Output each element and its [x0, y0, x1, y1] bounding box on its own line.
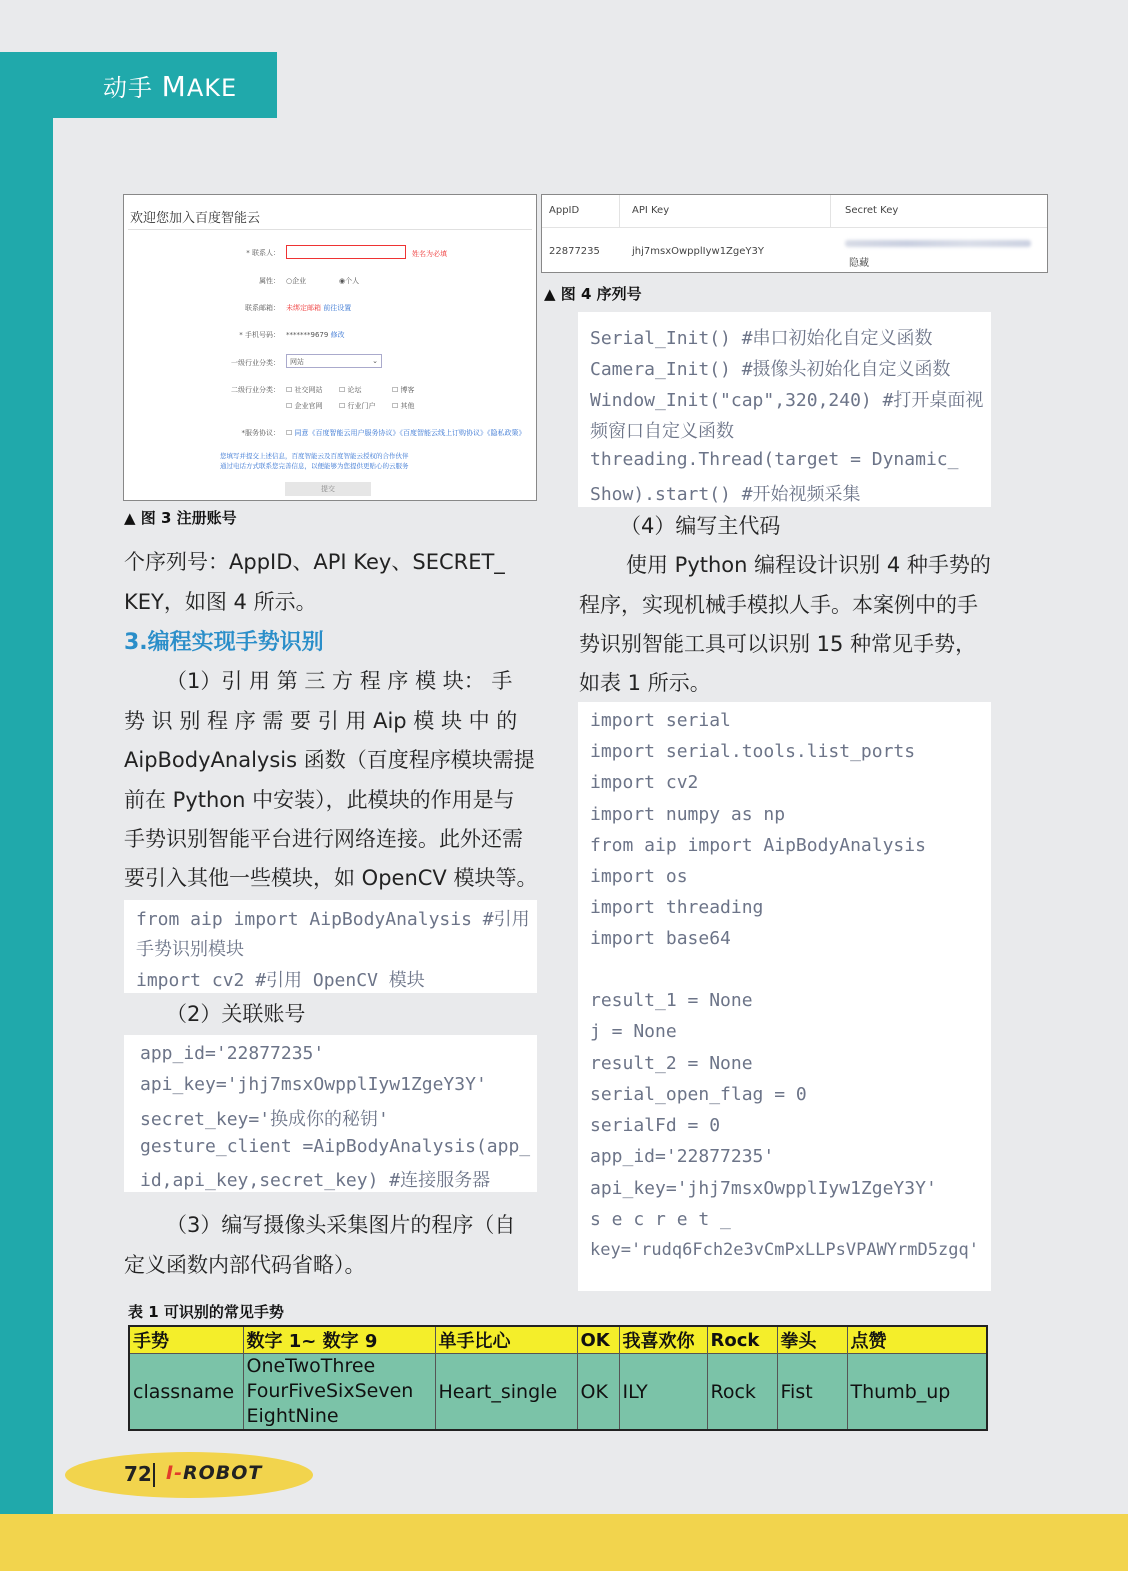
code-line: import serial.tools.list_ports: [590, 741, 916, 762]
code-line: Serial_Init() #串口初始化自定义函数: [590, 328, 933, 349]
figure-3-caption: ▲ 图 3 注册账号: [124, 509, 237, 527]
code-line: import base64: [590, 928, 731, 949]
table-header-cell: Rock: [707, 1326, 777, 1354]
table-cell: Heart_single: [435, 1354, 577, 1431]
code-line: import serial: [590, 710, 731, 731]
code-line: key='rudq6Fch2e3vCmPxLLPsVPAWYrmD5zgq': [590, 1240, 979, 1260]
table-header-cell: 单手比心: [435, 1326, 577, 1354]
digit-line: EightNine: [246, 1405, 339, 1427]
paragraph: 势识别智能工具可以识别 15 种常见手势，: [579, 632, 977, 656]
col-secret: Secret Key: [845, 205, 899, 216]
code-block-camera: [578, 312, 991, 507]
code-line: s e c r e t _: [590, 1209, 731, 1230]
industry2-opt[interactable]: ☐ 其他: [392, 402, 415, 410]
figure-4-caption: ▲ 图 4 序列号: [544, 285, 642, 303]
code-line: import os: [590, 866, 688, 887]
code-line: threading.Thread(target = Dynamic_: [590, 449, 959, 470]
col-divider: [830, 195, 831, 228]
paragraph: 要引入其他一些模块，如 OpenCV 模块等。: [124, 866, 538, 890]
industry2-label: 二级行业分类：: [231, 386, 280, 394]
table-cell: OK: [577, 1354, 619, 1431]
code-line: from aip import AipBodyAnalysis #引用: [136, 909, 530, 930]
table-header-row: [129, 1326, 987, 1354]
page-number: 72: [124, 1462, 152, 1486]
code-block-main: [578, 702, 991, 1291]
code-line: import cv2: [590, 772, 699, 793]
code-line: id,api_key,secret_key) #连接服务器: [140, 1170, 491, 1191]
code-line: from aip import AipBodyAnalysis: [590, 835, 926, 856]
code-line: Camera_Init() #摄像头初始化自定义函数: [590, 359, 951, 380]
paragraph: （3）编写摄像头采集图片的程序（自: [166, 1213, 516, 1237]
table-header-cell: 拳头: [777, 1326, 847, 1354]
table-header-cell: 点赞: [847, 1326, 987, 1354]
agreement-checkbox[interactable]: ☐ 同意《百度智能云用户服务协议》《百度智能云线上订购协议》《隐私政策》: [286, 429, 526, 437]
table-cell: classname: [129, 1354, 243, 1431]
table-row: [129, 1354, 987, 1431]
paragraph: 使用 Python 编程设计识别 4 种手势的: [626, 553, 991, 577]
code-line: j = None: [590, 1021, 677, 1042]
appid-value: 22877235: [549, 246, 600, 257]
table-header-cell: 数字 1~ 数字 9: [243, 1326, 435, 1354]
paragraph: 程序，实现机械手模拟人手。本案例中的手: [579, 593, 978, 617]
code-line: api_key='jhj7msxOwpplIyw1ZgeY3Y': [590, 1178, 937, 1199]
side-accent-bar: [0, 52, 53, 1571]
footer-divider: [153, 1463, 155, 1487]
table-caption: 表 1 可识别的常见手势: [128, 1303, 284, 1321]
paragraph: （1）引 用 第 三 方 程 序 模 块： 手: [166, 669, 513, 693]
table-cell: ILY: [619, 1354, 707, 1431]
industry2-opt[interactable]: ☐ 企业官网: [286, 402, 323, 410]
keys-header-row: [542, 195, 1047, 228]
paragraph: 如表 1 所示。: [579, 671, 711, 695]
figure-3-registration: [123, 194, 537, 501]
email-label: 联系邮箱：: [245, 304, 280, 312]
step-heading: （4）编写主代码: [620, 514, 781, 538]
code-line: import numpy as np: [590, 804, 786, 825]
form-note-1: 您填写并提交上述信息，百度智能云及百度智能云授权的合作伙伴: [220, 452, 409, 460]
code-line: api_key='jhj7msxOwpplIyw1ZgeY3Y': [140, 1074, 487, 1095]
code-line: import cv2 #引用 OpenCV 模块: [136, 970, 425, 991]
col-apikey: API Key: [632, 205, 670, 216]
header-title: 动手 MAKE: [103, 70, 238, 103]
phone-label: * 手机号码：: [239, 331, 280, 339]
paragraph: 手势识别智能平台进行网络连接。此外还需: [124, 827, 523, 851]
industry1-label: 一级行业分类：: [231, 359, 280, 367]
contact-label: * 联系人：: [246, 249, 280, 257]
form-title: 欢迎您加入百度智能云: [130, 211, 261, 226]
attr-radio-personal[interactable]: ◉个人: [339, 277, 360, 285]
code-block-import: [124, 900, 537, 993]
paragraph: 势 识 别 程 序 需 要 引 用 Aip 模 块 中 的: [124, 709, 518, 733]
industry1-select[interactable]: 网站 ⌄: [286, 354, 382, 368]
table-cell: [243, 1354, 435, 1431]
col-divider: [619, 195, 620, 228]
code-line: 频窗口自定义函数: [590, 421, 734, 442]
col-appid: AppID: [549, 205, 580, 216]
industry2-opt[interactable]: ☐ 社交网站: [286, 386, 323, 394]
code-line: import threading: [590, 897, 764, 918]
code-line: Window_Init("cap",320,240) #打开桌面视: [590, 390, 984, 411]
table-cell: Thumb_up: [847, 1354, 987, 1431]
attr-radio-company[interactable]: ○企业: [286, 277, 307, 285]
industry2-opt[interactable]: ☐ 论坛: [339, 386, 362, 394]
table-header-cell: 手势: [129, 1326, 243, 1354]
figure-4-keys: [541, 194, 1048, 273]
paragraph: KEY，如图 4 所示。: [124, 590, 317, 614]
code-line: Show).start() #开始视频采集: [590, 484, 861, 505]
table-cell: Rock: [707, 1354, 777, 1431]
gesture-table: [128, 1325, 988, 1431]
industry2-opt[interactable]: ☐ 博客: [392, 386, 415, 394]
code-line: serial_open_flag = 0: [590, 1084, 807, 1105]
table-header-cell: 我喜欢你: [619, 1326, 707, 1354]
code-block-account: [124, 1035, 537, 1192]
submit-button[interactable]: 提交: [285, 482, 371, 496]
paragraph: 个序列号：AppID、API Key、SECRET_: [124, 550, 505, 574]
industry2-opt[interactable]: ☐ 行业门户: [339, 402, 376, 410]
code-line: secret_key='换成你的秘钥': [140, 1109, 389, 1130]
email-settings-link[interactable]: 前往设置: [323, 304, 352, 312]
phone-edit-link[interactable]: 修改: [330, 331, 345, 339]
agreement-label: *服务协议：: [241, 429, 280, 437]
footer-strip: [0, 1514, 1128, 1571]
code-line: 手势识别模块: [136, 939, 244, 960]
phone-value: *******9679 修改: [286, 331, 345, 339]
code-line: serialFd = 0: [590, 1115, 721, 1136]
form-note-2: 通过电话方式联系您完善信息，以便能够为您提供更贴心的云服务: [220, 462, 409, 470]
table-cell: Fist: [777, 1354, 847, 1431]
step-heading: （2）关联账号: [166, 1002, 306, 1026]
chevron-down-icon: ⌄: [372, 357, 378, 365]
paragraph: 定义函数内部代码省略）。: [124, 1253, 366, 1277]
paragraph: 前在 Python 中安装），此模块的作用是与: [124, 788, 515, 812]
magazine-logo: I-ROBOT: [166, 1462, 263, 1484]
table-header-cell: OK: [577, 1326, 619, 1354]
code-line: result_1 = None: [590, 990, 753, 1011]
digit-line: FourFiveSixSeven: [246, 1380, 414, 1402]
code-line: gesture_client =AipBodyAnalysis(app_: [140, 1136, 531, 1157]
form-divider: [128, 229, 532, 230]
contact-hint: 姓名为必填: [412, 250, 447, 258]
code-line: app_id='22877235': [590, 1146, 775, 1167]
paragraph: AipBodyAnalysis 函数（百度程序模块需提: [124, 748, 535, 772]
code-line: result_2 = None: [590, 1053, 753, 1074]
email-value: 未绑定邮箱 前往设置: [286, 304, 352, 312]
code-line: app_id='22877235': [140, 1043, 325, 1064]
digit-line: OneTwoThree: [246, 1355, 376, 1377]
attr-label: 属性：: [259, 277, 280, 285]
hide-link[interactable]: 隐藏: [849, 258, 869, 269]
apikey-value: jhj7msxOwpplIyw1ZgeY3Y: [632, 246, 764, 257]
contact-input[interactable]: [286, 245, 406, 259]
section-heading: 3.编程实现手势识别: [124, 630, 324, 655]
secret-value-blurred: [845, 240, 1031, 247]
